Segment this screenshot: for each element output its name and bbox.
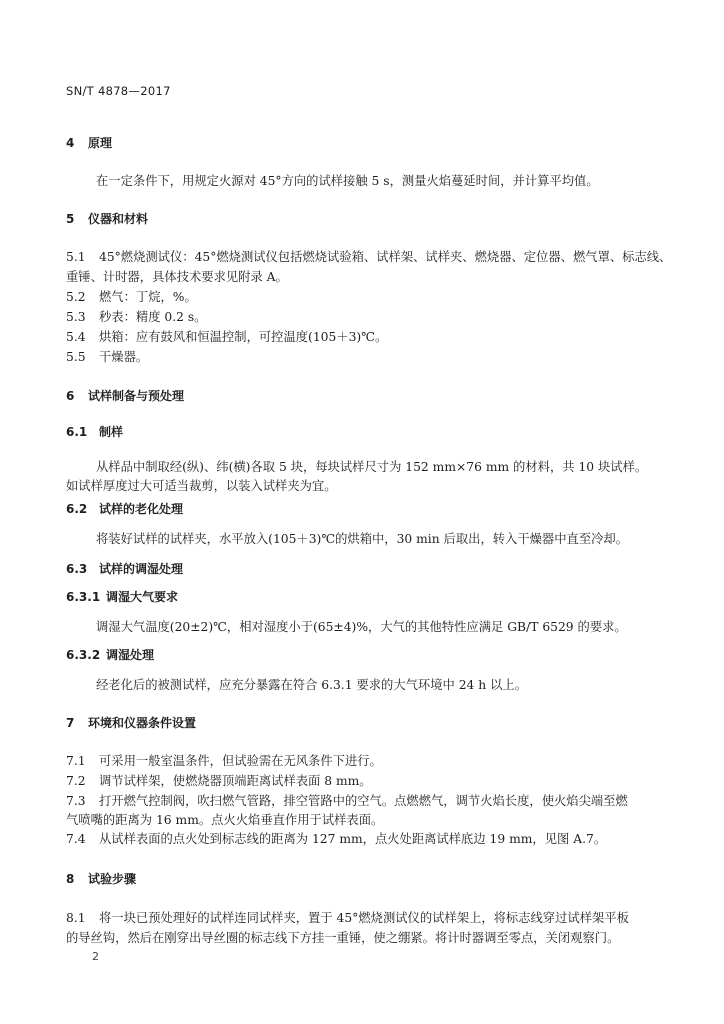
section-number: 4 [66,136,75,150]
clause-number: 7.1 [66,754,86,768]
paragraph: 在一定条件下，用规定火源对 45°方向的试样接触 5 s，测量火焰蔓延时间，并计算平均值。 [96,174,599,188]
clause-number: 7.2 [66,774,86,788]
clause-number: 7.4 [66,832,86,846]
section-number: 7 [66,716,75,730]
subsection-title: 试样的调湿处理 [99,562,184,576]
clause-number: 5.5 [66,350,86,364]
clause-text: 45°燃烧测试仪：45°燃烧测试仪包括燃烧试验箱、试样架、试样夹、燃烧器、定位器、燃气罩、标志线、 [99,250,672,264]
paragraph: 从样品中制取经(纵)、纬(横)各取 5 块，每块试样尺寸为 152 mm×76 mm 的材料，共 10 块试样。 [96,460,648,474]
clause-continuation: 气喷嘴的距离为 16 mm。点火火焰垂直作用于试样表面。 [66,813,384,827]
clause-text: 将一块已预处理好的试样连同试样夹，置于 45°燃烧测试仪的试样架上，将标志线穿过试样架平板 [99,911,629,925]
subsection-number: 6.3 [66,562,88,576]
clause-text: 调节试样架，使燃烧器顶端距离试样表面 8 mm。 [99,774,372,788]
paragraph: 将装好试样的试样夹，水平放入(105＋3)℃的烘箱中，30 min 后取出，转入干燥器中直至冷却。 [96,532,629,546]
clause-text: 秒表：精度 0.2 s。 [99,310,207,324]
clause-number: 7.3 [66,794,86,808]
clause-number: 5.1 [66,250,86,264]
clause-continuation: 重锤、计时器，具体技术要求见附录 A。 [66,270,288,284]
paragraph: 经老化后的被测试样，应充分暴露在符合 6.3.1 要求的大气环境中 24 h 以上。 [96,678,528,692]
clause-number: 8.1 [66,911,86,925]
subsection-number: 6.3.1 [66,590,101,604]
subsection-title: 制样 [99,425,124,439]
clause-text: 可采用一般室温条件，但试验需在无风条件下进行。 [99,754,382,768]
subsection-number: 6.1 [66,425,88,439]
clause-number: 5.4 [66,330,86,344]
subsection-title: 调湿处理 [106,648,155,662]
subsection-title: 调湿大气要求 [106,590,179,604]
section-title: 仪器和材料 [88,212,149,226]
subsection-title: 试样的老化处理 [99,502,184,516]
paragraph: 调湿大气温度(20±2)℃，相对湿度小于(65±4)%，大气的其他特性应满足 GB/T 6529 的要求。 [96,620,627,634]
clause-text: 干燥器。 [99,350,149,364]
section-number: 5 [66,212,75,226]
clause-text: 从试样表面的点火处到标志线的距离为 127 mm，点火处距离试样底边 19 mm，见图 A.7。 [99,832,607,846]
section-title: 环境和仪器条件设置 [88,716,197,730]
clause-text: 打开燃气控制阀，吹扫燃气管路，排空管路中的空气。点燃燃气，调节火焰长度，使火焰尖端至燃 [99,794,628,808]
section-number: 8 [66,872,75,886]
section-number: 6 [66,389,75,403]
paragraph-continuation: 如试样厚度过大可适当裁剪，以装入试样夹为宜。 [66,479,337,493]
subsection-number: 6.2 [66,502,88,516]
clause-number: 5.3 [66,310,86,324]
standard-number: SN/T 4878—2017 [66,84,171,98]
subsection-number: 6.3.2 [66,648,101,662]
clause-text: 烘箱：应有鼓风和恒温控制，可控温度(105＋3)℃。 [99,330,388,344]
clause-number: 5.2 [66,290,86,304]
section-title: 原理 [88,136,113,150]
section-title: 试样制备与预处理 [88,389,185,403]
section-title: 试验步骤 [88,872,137,886]
clause-text: 燃气：丁烷，%。 [99,290,197,304]
clause-continuation: 的导丝钩，然后在刚穿出导丝圈的标志线下方挂一重锤，使之绷紧。将计时器调至零点，关闭观察门。 [66,931,620,945]
page-number: 2 [92,950,99,963]
